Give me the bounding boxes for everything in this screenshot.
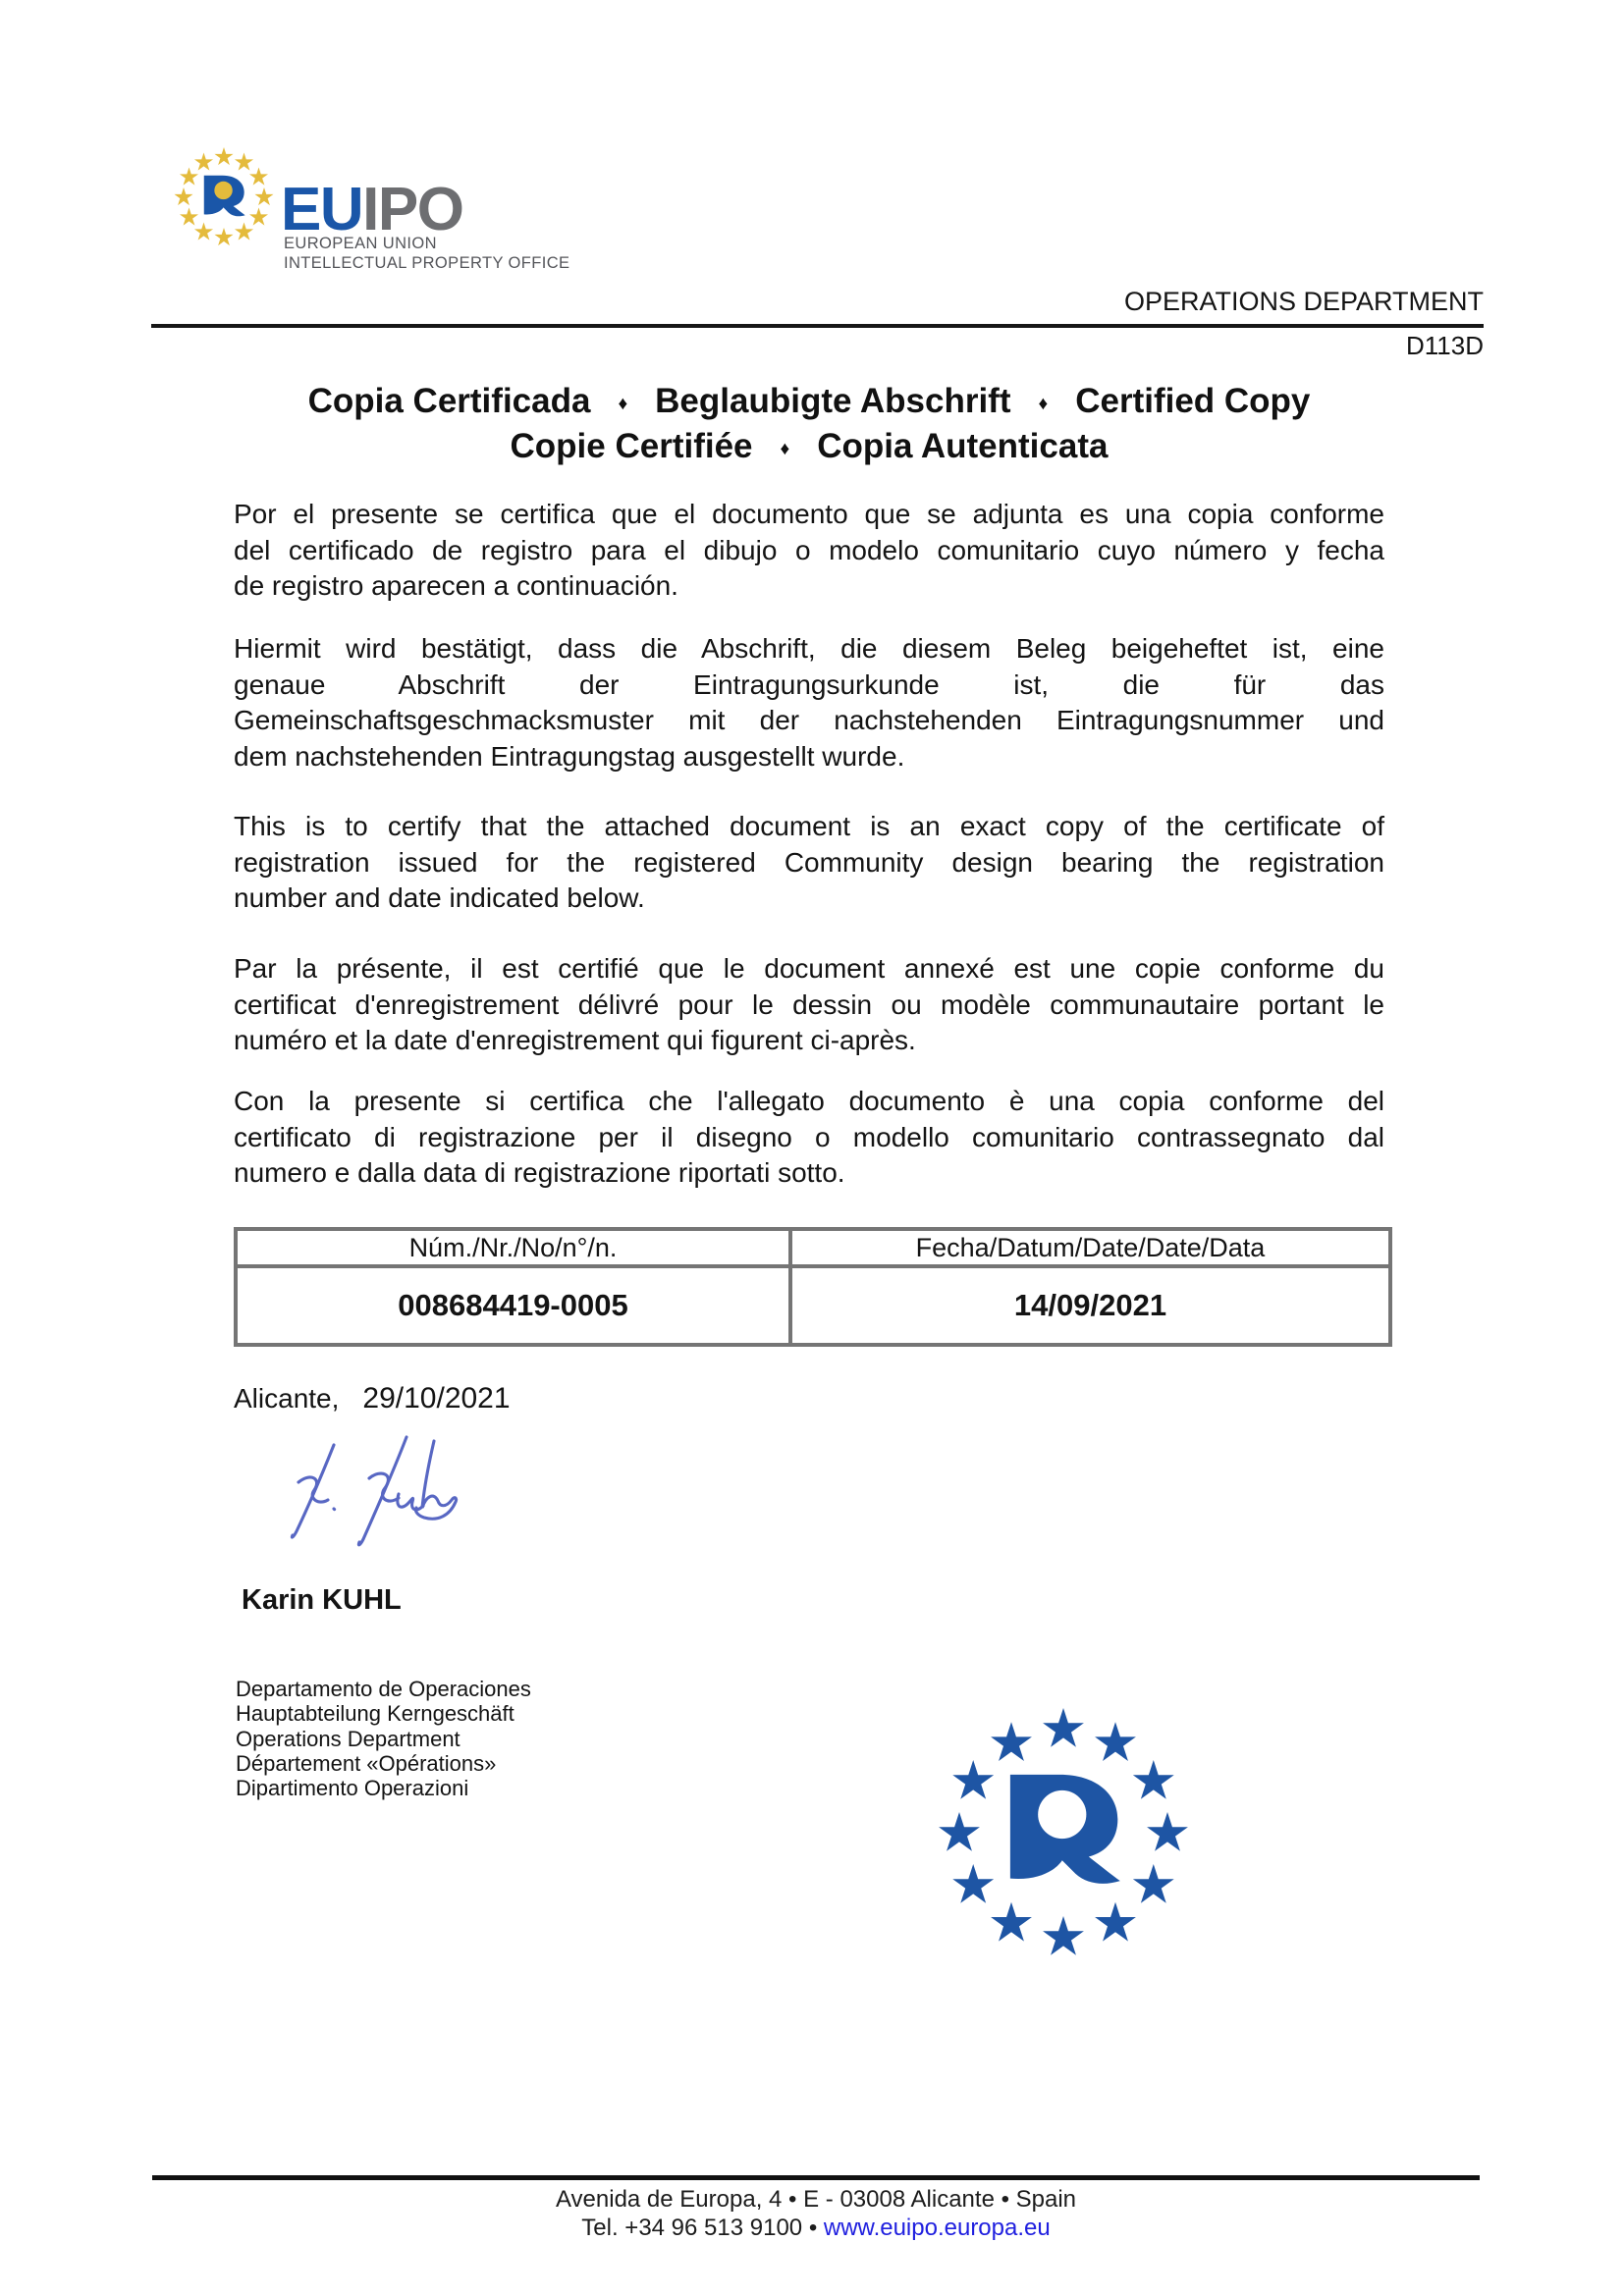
paragraph-line: genaue Abschrift der Eintragungsurkunde ist, die für das [234,668,1384,700]
department-it: Dipartimento Operazioni [236,1776,469,1801]
paragraph-line: registration issued for the registered Community design bearing the registration [234,846,1384,878]
paragraph-line: certificato di registrazione per il disegno o modello comunitario contrassegnato dal [234,1121,1384,1152]
paragraph-line: del certificado de registro para el dibujo o modelo comunitario cuyo número y fecha [234,534,1384,565]
footer-bullet: • [808,2215,818,2241]
paragraph-line: certificat d'enregistrement délivré pour le dessin ou modèle communautaire portant le [234,988,1384,1020]
title-en: Certified Copy [1075,382,1311,420]
euipo-logo-star-ring-icon [169,142,279,252]
operations-department-label: OPERATIONS DEPARTMENT [1123,287,1484,316]
department-es: Departamento de Operaciones [236,1677,531,1701]
footer-contact [152,2214,1480,2242]
paragraph-line: de registro aparecen a continuación. [234,570,678,601]
paragraph-german [234,631,1384,774]
title-it: Copia Autenticata [817,427,1109,465]
paragraph-line: Par la présente, il est certifié que le document annexé est une copie conforme du [234,953,1384,984]
title-fr: Copie Certifiée [510,427,753,465]
diamond-separator-icon: ♦ [618,394,628,414]
diamond-separator-icon: ♦ [1038,394,1049,414]
form-code: D113D [1405,331,1484,360]
issue-date: 29/10/2021 [362,1382,511,1415]
registration-number-value: 008684419-0005 [238,1268,792,1343]
registration-date-value: 14/09/2021 [1013,1288,1167,1322]
subtitle-line-2: INTELLECTUAL PROPERTY OFFICE [284,253,570,272]
paragraph-line: This is to certify that the attached document is an exact copy of the certificate of [234,811,1384,841]
title-line-1 [234,380,1384,425]
paragraph-italian [234,1084,1384,1192]
department-de: Hauptabteilung Kerngeschäft [236,1701,514,1727]
footer-website-link[interactable]: www.euipo.europa.eu [823,2215,1051,2241]
wordmark-eu: EU [281,176,363,243]
footer-rule [152,2175,1480,2180]
paragraph-line: Hiermit wird bestätigt, dass die Abschrift, die diesem Beleg beigeheftet ist, eine [234,633,1384,664]
paragraph-line: numéro et la date d'enregistrement qui figurent ci-après. [234,1025,916,1055]
title-line-2 [234,425,1384,470]
paragraph-english [234,809,1384,917]
wordmark-ipo: IPO [362,176,463,243]
issue-place: Alicante, [234,1383,340,1414]
number-header-cell: Núm./Nr./No/n°/n. [238,1231,792,1268]
date-header-cell: Fecha/Datum/Date/Date/Data [792,1231,1388,1268]
registration-table [234,1227,1392,1347]
paragraph-line: Con la presente si certifica che l'allegato documento è una copia conforme del [234,1086,1384,1116]
title-es: Copia Certificada [307,382,591,420]
seal-r-trademark-icon [1010,1775,1120,1884]
registered-design-r-icon [204,176,245,217]
certificate-title [234,380,1384,470]
paragraph-line: numero e dalla data di registrazione riportati sotto. [234,1157,845,1188]
place-and-date [234,1382,511,1415]
subtitle-line-1: EUROPEAN UNION [284,235,437,252]
paragraph-line: number and date indicated below. [234,882,645,913]
footer-phone: Tel. +34 96 513 9100 [581,2215,803,2241]
footer [152,2185,1480,2242]
paragraph-line: Gemeinschaftsgeschmacksmuster mit der nachstehenden Eintragungsnummer und [234,705,1384,735]
header-rule [151,324,1484,328]
signature-image [277,1433,483,1561]
paragraph-line: dem nachstehenden Eintragungstag ausgestellt wurde. [234,740,905,772]
department-fr: Département «Opérations» [236,1750,497,1776]
title-de: Beglaubigte Abschrift [655,382,1011,420]
footer-address: Avenida de Europa, 4 • E - 03008 Alicante • Spain [555,2186,1077,2213]
signer-name: Karin KUHL [242,1584,402,1616]
paragraph-line: Por el presente se certifica que el documento que se adjunta es una copia conforme [234,499,1384,529]
paragraph-french [234,951,1384,1059]
paragraph-spanish [234,497,1384,605]
euipo-seal-icon [935,1705,1192,1962]
euipo-logo-subtitle [284,235,569,273]
department-en: Operations Department [236,1726,460,1751]
diamond-separator-icon: ♦ [780,439,790,459]
signer-departments [236,1677,531,1800]
euipo-wordmark [281,176,463,243]
